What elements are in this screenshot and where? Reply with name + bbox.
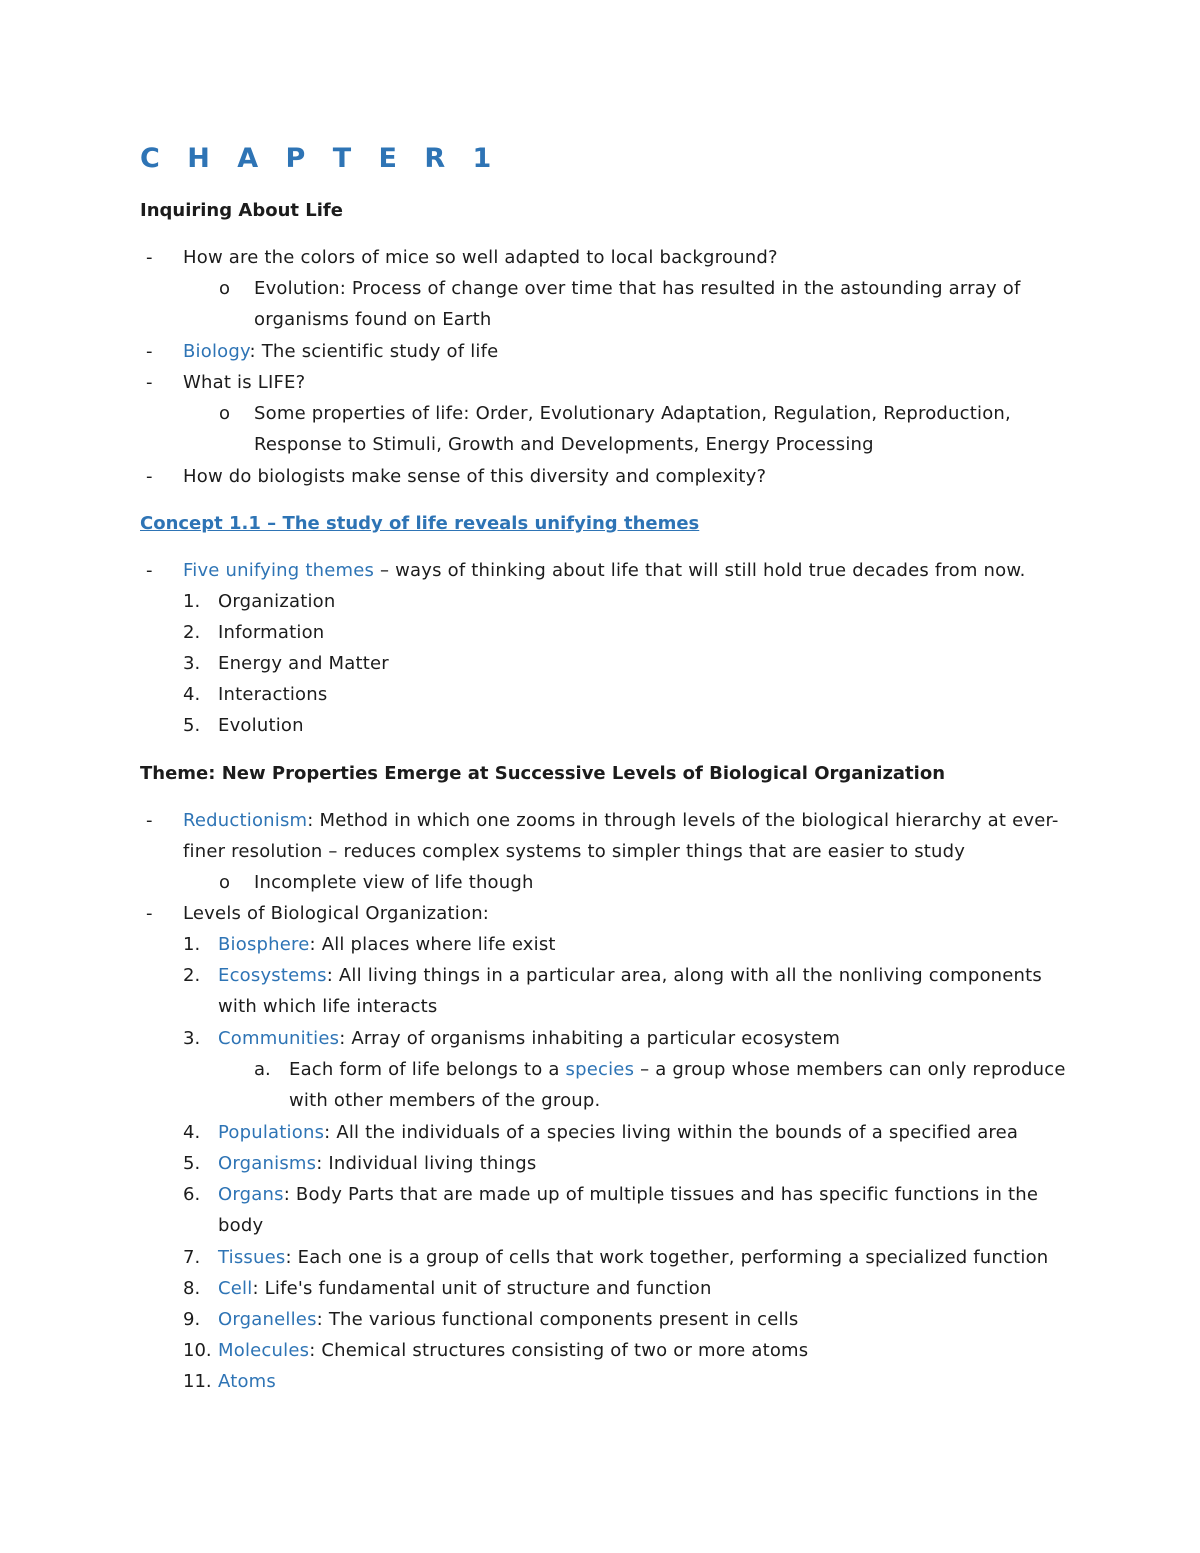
term: Tissues	[218, 1247, 286, 1268]
level-subitem	[289, 1058, 1066, 1082]
definition: : Body Parts that are made up of multiple tissues and has specific functions in the	[283, 1184, 1039, 1205]
definition: : The various functional components present in cells	[316, 1309, 799, 1330]
list-number: 6.	[183, 1184, 201, 1205]
definition: : The scientific study of life	[249, 341, 499, 362]
level-subitem-continuation: with other members of the group.	[289, 1090, 601, 1111]
level-item	[218, 1121, 1018, 1145]
definition: : Array of organisms inhabiting a particular ecosystem	[339, 1028, 841, 1049]
definition: – a group whose members can only reproduce	[634, 1059, 1066, 1080]
level-item	[218, 1308, 798, 1332]
list-number: 4.	[183, 1122, 201, 1143]
list-number: 3.	[183, 653, 201, 674]
chapter-title: C H A P T E R 1	[140, 143, 501, 174]
section-heading-inquiring: Inquiring About Life	[140, 200, 343, 221]
bullet-o: o	[219, 403, 231, 424]
list-number: 10.	[183, 1340, 212, 1361]
list-number: 3.	[183, 1028, 201, 1049]
term-biology: Biology	[183, 341, 250, 362]
bullet-dash: -	[146, 903, 153, 924]
bullet-dash: -	[146, 466, 153, 487]
definition: – ways of thinking about life that will still hold true decades from now.	[374, 560, 1026, 581]
bullet-dash: -	[146, 247, 153, 268]
term: Cell	[218, 1278, 253, 1299]
definition: : Life's fundamental unit of structure and function	[252, 1278, 712, 1299]
list-number: 1.	[183, 934, 201, 955]
definition: : All places where life exist	[309, 934, 556, 955]
term-five-unifying-themes: Five unifying themes	[183, 560, 375, 581]
theme-item: Energy and Matter	[218, 653, 389, 674]
level-item-continuation: body	[218, 1215, 264, 1236]
list-item-continuation: finer resolution – reduces complex systems to simpler things that are easier to study	[183, 841, 966, 862]
term: Biosphere	[218, 934, 310, 955]
list-number: 11.	[183, 1371, 212, 1392]
definition: : Method in which one zooms in through levels of the biological hierarchy at ever-	[307, 810, 1059, 831]
theme-item: Interactions	[218, 684, 328, 705]
list-item-continuation: organisms found on Earth	[254, 309, 492, 330]
term: Organelles	[218, 1309, 317, 1330]
level-item	[218, 1027, 840, 1051]
list-number: 9.	[183, 1309, 201, 1330]
bullet-dash: -	[146, 341, 153, 362]
level-item	[218, 1183, 1038, 1207]
list-item: How do biologists make sense of this diversity and complexity?	[183, 466, 767, 487]
list-item: How are the colors of mice so well adapted to local background?	[183, 247, 778, 268]
list-number: 8.	[183, 1278, 201, 1299]
list-number: 5.	[183, 715, 201, 736]
bullet-dash: -	[146, 372, 153, 393]
level-item	[218, 1152, 536, 1176]
term: Organs	[218, 1184, 284, 1205]
term-species: species	[565, 1059, 635, 1080]
concept-heading: Concept 1.1 – The study of life reveals unifying themes	[140, 513, 700, 534]
level-item	[218, 933, 556, 957]
list-item-continuation: Response to Stimuli, Growth and Developments, Energy Processing	[254, 434, 874, 455]
list-item: Evolution: Process of change over time that has resulted in the astounding array of	[254, 278, 1021, 299]
bullet-dash: -	[146, 810, 153, 831]
definition: : All the individuals of a species living within the bounds of a specified area	[324, 1122, 1019, 1143]
list-item: What is LIFE?	[183, 372, 306, 393]
term: Communities	[218, 1028, 340, 1049]
list-item	[183, 809, 1059, 833]
definition: : Each one is a group of cells that work together, performing a specialized function	[285, 1247, 1049, 1268]
level-item	[218, 964, 1042, 988]
list-number: 2.	[183, 622, 201, 643]
list-item	[183, 559, 1026, 583]
list-number: 4.	[183, 684, 201, 705]
list-item: Some properties of life: Order, Evolutionary Adaptation, Regulation, Reproduction,	[254, 403, 1011, 424]
list-item: Levels of Biological Organization:	[183, 903, 490, 924]
definition: : All living things in a particular area, along with all the nonliving components	[326, 965, 1042, 986]
list-number: 5.	[183, 1153, 201, 1174]
prefix: Each form of life belongs to a	[289, 1059, 566, 1080]
list-letter: a.	[254, 1059, 271, 1080]
list-item: Incomplete view of life though	[254, 872, 534, 893]
theme-item: Organization	[218, 591, 336, 612]
list-number: 2.	[183, 965, 201, 986]
bullet-o: o	[219, 278, 231, 299]
list-number: 7.	[183, 1247, 201, 1268]
level-item	[218, 1370, 276, 1394]
term: Populations	[218, 1122, 325, 1143]
term: Ecosystems	[218, 965, 327, 986]
term: Molecules	[218, 1340, 310, 1361]
level-item-continuation: with which life interacts	[218, 996, 438, 1017]
level-item	[218, 1277, 712, 1301]
term: Atoms	[218, 1371, 276, 1392]
level-item	[218, 1339, 808, 1363]
term: Organisms	[218, 1153, 317, 1174]
list-number: 1.	[183, 591, 201, 612]
term-reductionism: Reductionism	[183, 810, 308, 831]
bullet-o: o	[219, 872, 231, 893]
list-item	[183, 340, 498, 364]
definition: : Individual living things	[316, 1153, 537, 1174]
theme-item: Evolution	[218, 715, 304, 736]
definition: : Chemical structures consisting of two or more atoms	[309, 1340, 809, 1361]
theme-item: Information	[218, 622, 325, 643]
bullet-dash: -	[146, 560, 153, 581]
theme-heading: Theme: New Properties Emerge at Successive Levels of Biological Organization	[140, 763, 946, 784]
level-item	[218, 1246, 1048, 1270]
